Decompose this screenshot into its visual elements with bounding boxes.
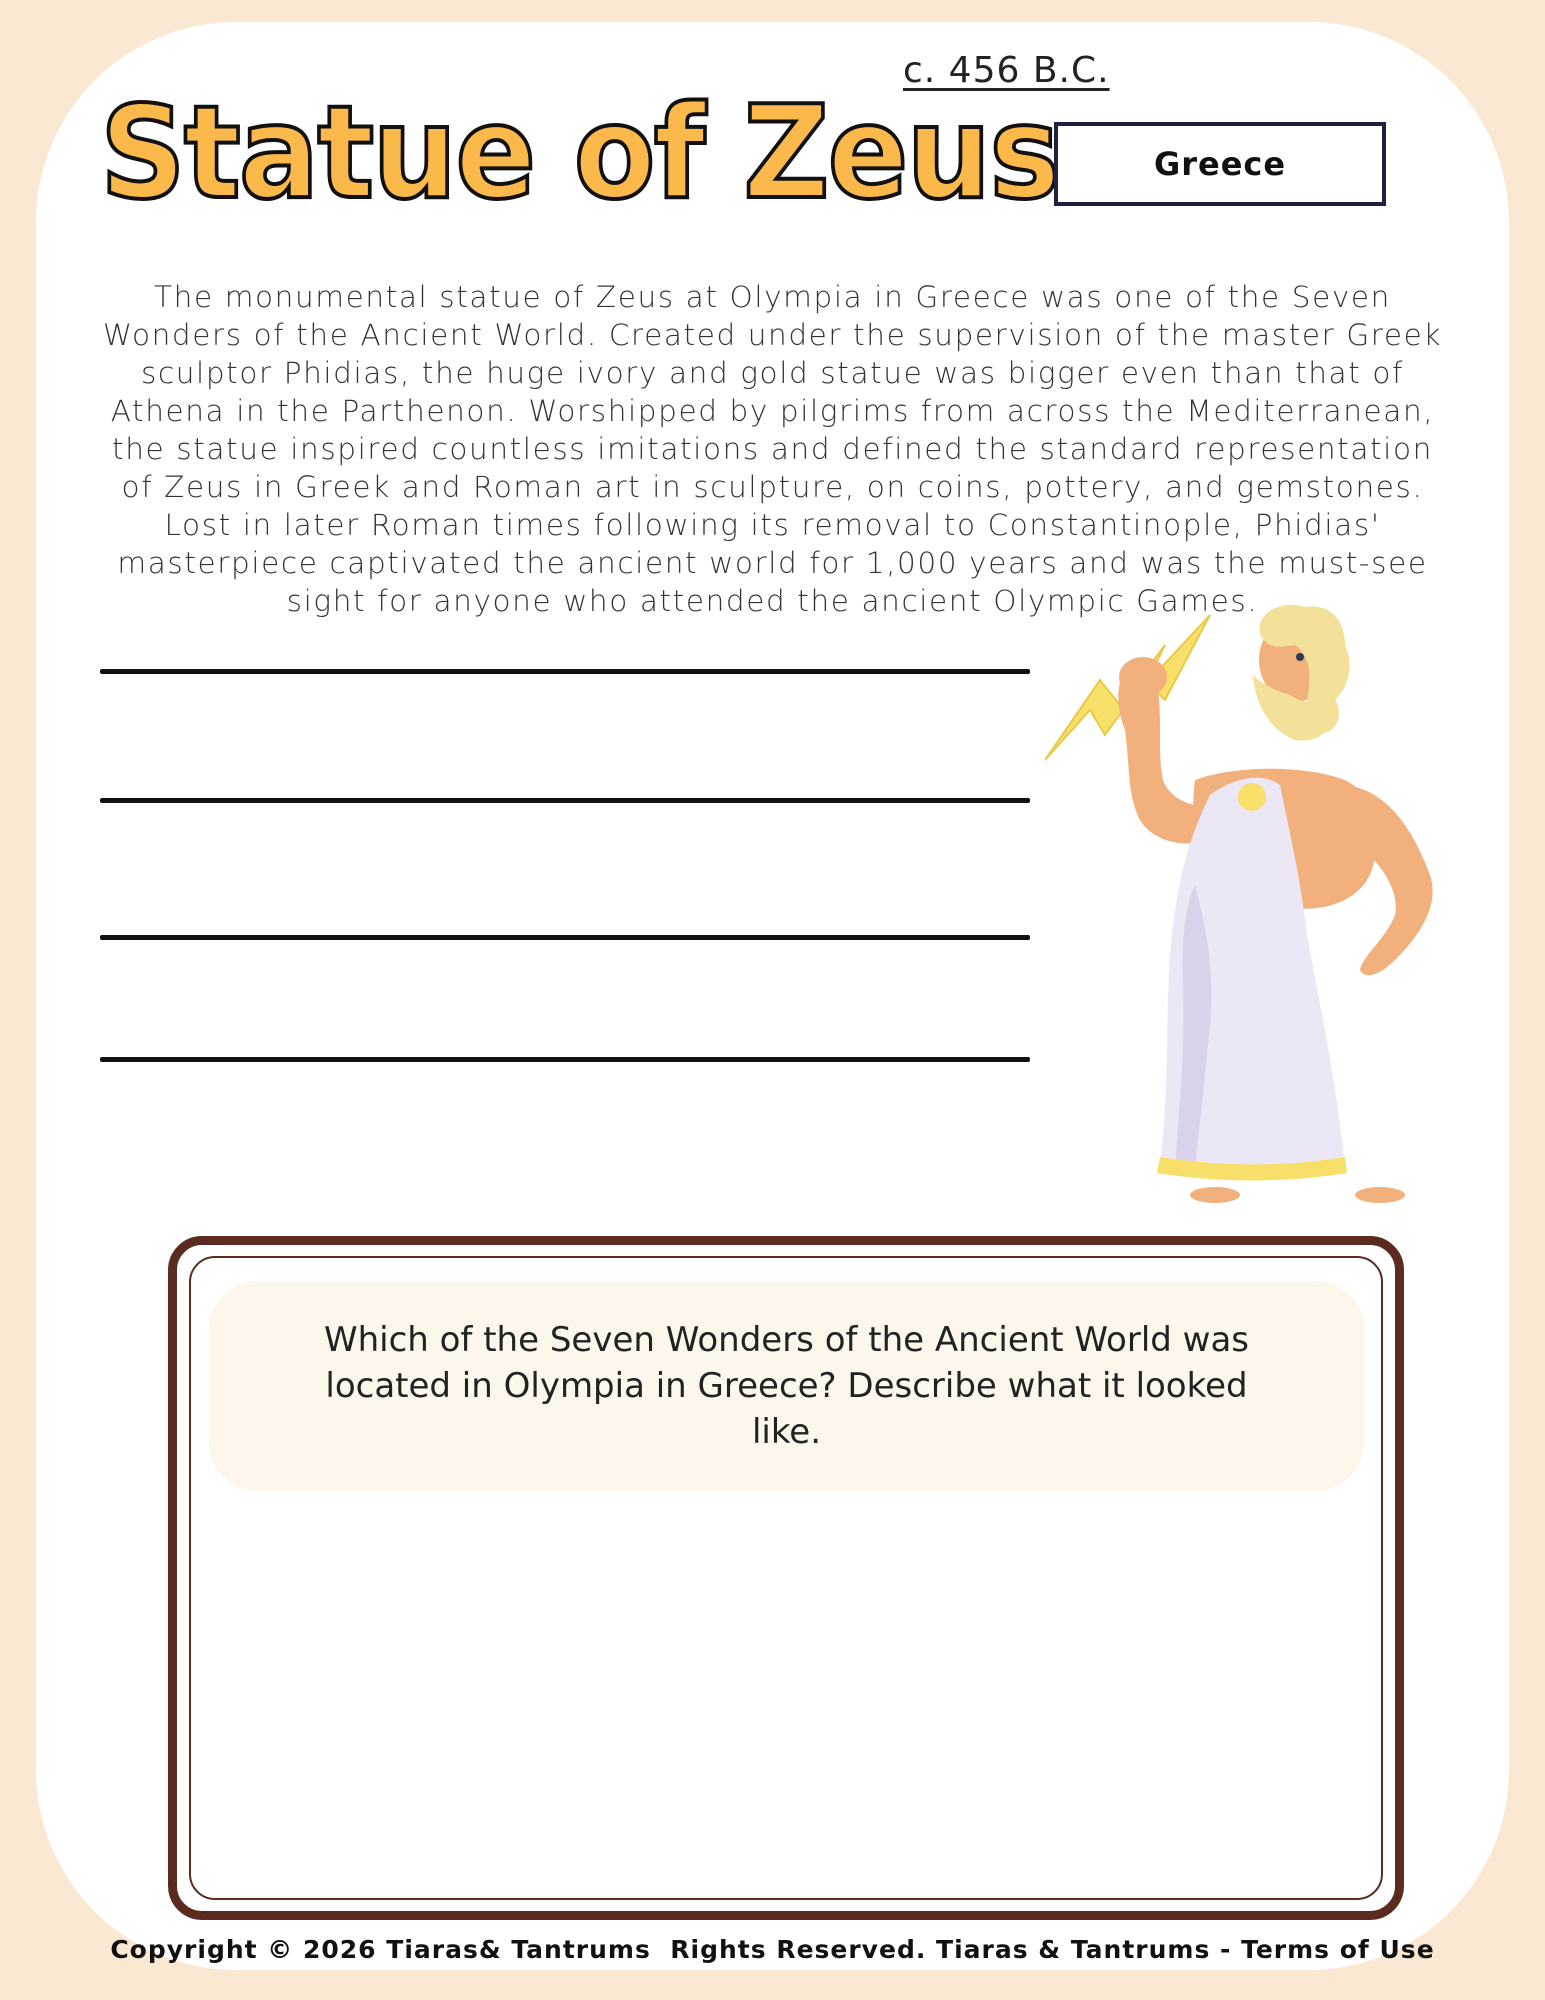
- reading-passage: The monumental statue of Zeus at Olympia in Greece was one of the Seven Wonders of the Ancient World. Created under the supervision of the master Greek sculptor Phidias, the huge ivory and gold statue was bigger even than that of Athena in the Parthenon. Worshipped by pilgrims from across the Mediterranean, the statue inspired countless imitations and defined the standard representation of Zeus in Greek and Roman art in sculpture, on coins, pottery, and gemstones. Lost in later Roman times following its removal to Constantinople, Phidias' masterpiece captivated the ancient world for 1,000 years and was the must-see sight for anyone who attended the ancient Olympic Games.: [102, 280, 1443, 618]
- answer-line[interactable]: [100, 1057, 1030, 1062]
- answer-line[interactable]: [100, 935, 1030, 940]
- page-title: Statue of Zeus: [100, 79, 1059, 228]
- date-label: c. 456 B.C.: [903, 50, 1110, 91]
- copyright-footer: Copyright © 2026 Tiaras& Tantrums Rights Reserved. Tiaras & Tantrums - Terms of Use: [110, 1935, 1435, 1964]
- fist: [1119, 657, 1167, 697]
- zeus-illustration: [1045, 605, 1475, 1210]
- answer-line[interactable]: [100, 669, 1030, 674]
- question-prompt-box: [209, 1281, 1364, 1491]
- country-label: Greece: [1153, 145, 1287, 183]
- question-prompt: Which of the Seven Wonders of the Ancient World was located in Olympia in Greece? Describe what it looked like.: [323, 1320, 1250, 1452]
- country-box: [1054, 122, 1386, 206]
- answer-line[interactable]: [100, 798, 1030, 803]
- brooch: [1238, 783, 1266, 811]
